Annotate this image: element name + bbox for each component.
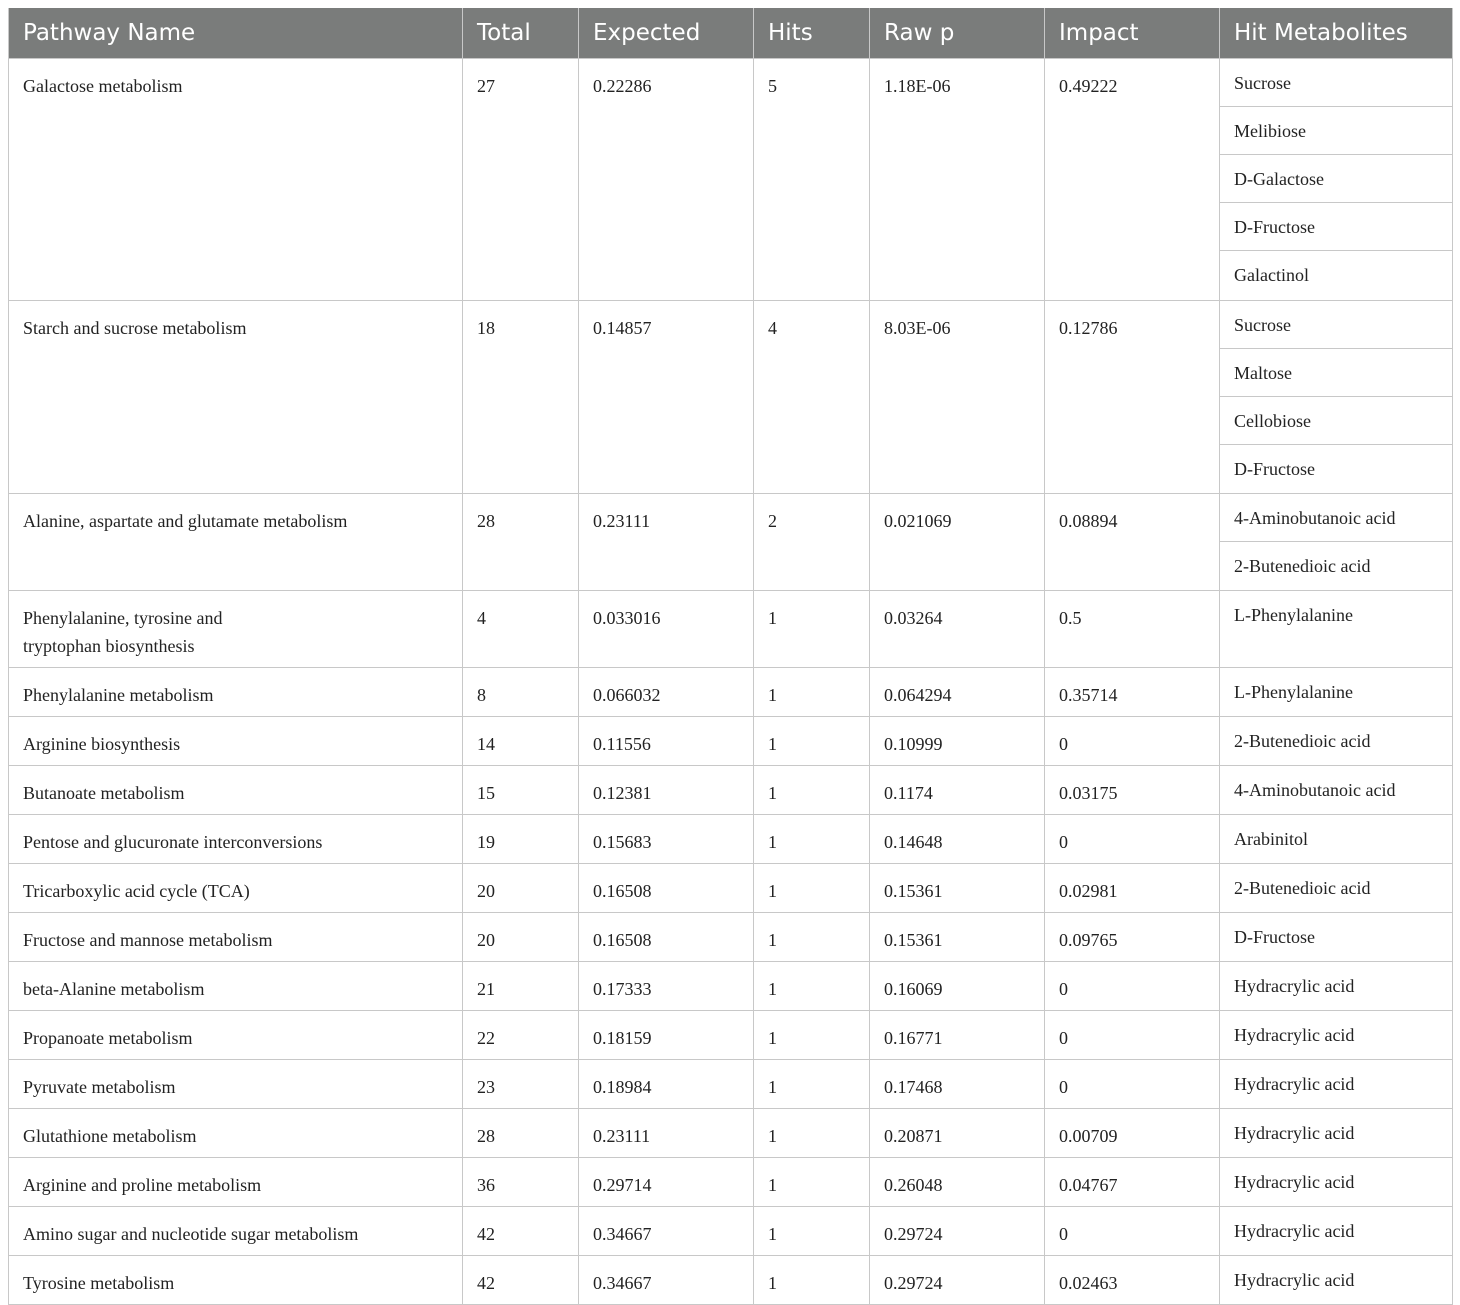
table-row: [9, 591, 1453, 668]
raw-p-cell: 0.03264: [870, 591, 1045, 668]
hit-metabolite: 2-Butenedioic acid: [1234, 731, 1371, 751]
table-row: [9, 59, 1453, 301]
total-cell: 8: [463, 668, 579, 717]
expected-cell: 0.29714: [579, 1158, 754, 1207]
hit-metabolites-cell: [1220, 591, 1453, 668]
total-cell: 4: [463, 591, 579, 668]
hit-metabolite: Melibiose: [1220, 107, 1452, 155]
pathway-table: [8, 8, 1453, 1305]
raw-p-cell: 0.021069: [870, 494, 1045, 591]
hits-cell: 1: [754, 962, 870, 1011]
raw-p-cell: 1.18E-06: [870, 59, 1045, 301]
pathway-name-cell: Pyruvate metabolism: [9, 1060, 463, 1109]
total-cell: 28: [463, 494, 579, 591]
table-row: [9, 1207, 1453, 1256]
hits-cell: 1: [754, 913, 870, 962]
raw-p-cell: 0.26048: [870, 1158, 1045, 1207]
column-header-hit-metabolites: Hit Metabolites: [1220, 8, 1453, 59]
hit-metabolite: Hydracrylic acid: [1234, 1270, 1355, 1290]
table-row: [9, 1256, 1453, 1305]
hits-cell: 2: [754, 494, 870, 591]
hits-cell: 4: [754, 301, 870, 494]
hit-metabolites-cell: [1220, 766, 1453, 815]
hit-metabolite: Cellobiose: [1220, 397, 1452, 445]
impact-cell: 0: [1045, 1060, 1220, 1109]
impact-cell: 0.03175: [1045, 766, 1220, 815]
total-cell: 23: [463, 1060, 579, 1109]
hit-metabolite: L-Phenylalanine: [1234, 605, 1353, 625]
impact-cell: 0.00709: [1045, 1109, 1220, 1158]
raw-p-cell: 0.16069: [870, 962, 1045, 1011]
expected-cell: 0.34667: [579, 1207, 754, 1256]
impact-cell: 0: [1045, 1011, 1220, 1060]
impact-cell: 0.04767: [1045, 1158, 1220, 1207]
hits-cell: 1: [754, 766, 870, 815]
pathway-name-cell: Arginine biosynthesis: [9, 717, 463, 766]
hits-cell: 1: [754, 1207, 870, 1256]
table-row: [9, 913, 1453, 962]
expected-cell: 0.16508: [579, 913, 754, 962]
expected-cell: 0.11556: [579, 717, 754, 766]
expected-cell: 0.22286: [579, 59, 754, 301]
total-cell: 21: [463, 962, 579, 1011]
hit-metabolite: 2-Butenedioic acid: [1234, 878, 1371, 898]
expected-cell: 0.18159: [579, 1011, 754, 1060]
table-row: [9, 494, 1453, 591]
column-header-hits: Hits: [754, 8, 870, 59]
total-cell: 42: [463, 1207, 579, 1256]
hit-metabolites-cell: [1220, 962, 1453, 1011]
expected-cell: 0.16508: [579, 864, 754, 913]
raw-p-cell: 0.10999: [870, 717, 1045, 766]
expected-cell: 0.23111: [579, 1109, 754, 1158]
impact-cell: 0.12786: [1045, 301, 1220, 494]
hits-cell: 1: [754, 1158, 870, 1207]
hit-metabolite: D-Fructose: [1234, 927, 1315, 947]
pathway-name-cell: Tricarboxylic acid cycle (TCA): [9, 864, 463, 913]
column-header-total: Total: [463, 8, 579, 59]
hit-metabolites-cell: [1220, 301, 1453, 494]
raw-p-cell: 0.064294: [870, 668, 1045, 717]
hit-metabolite: 4-Aminobutanoic acid: [1220, 494, 1452, 542]
table-row: [9, 301, 1453, 494]
column-header-impact: Impact: [1045, 8, 1220, 59]
raw-p-cell: 0.15361: [870, 864, 1045, 913]
hit-metabolite: Galactinol: [1234, 265, 1309, 285]
pathway-name-cell: Starch and sucrose metabolism: [9, 301, 463, 494]
table-row: [9, 766, 1453, 815]
pathway-name-cell: Galactose metabolism: [9, 59, 463, 301]
hits-cell: 5: [754, 59, 870, 301]
hit-metabolite: Hydracrylic acid: [1234, 1221, 1355, 1241]
total-cell: 20: [463, 864, 579, 913]
raw-p-cell: 0.1174: [870, 766, 1045, 815]
hit-metabolite: Hydracrylic acid: [1234, 1123, 1355, 1143]
total-cell: 28: [463, 1109, 579, 1158]
impact-cell: 0.35714: [1045, 668, 1220, 717]
hit-metabolite: Hydracrylic acid: [1234, 1172, 1355, 1192]
impact-cell: 0.02981: [1045, 864, 1220, 913]
pathway-name-cell: Tyrosine metabolism: [9, 1256, 463, 1305]
table-row: [9, 815, 1453, 864]
hit-metabolites-cell: [1220, 864, 1453, 913]
hits-cell: 1: [754, 668, 870, 717]
pathway-name-cell: Arginine and proline metabolism: [9, 1158, 463, 1207]
table-body: [9, 59, 1453, 1305]
hits-cell: 1: [754, 864, 870, 913]
hits-cell: 1: [754, 591, 870, 668]
hits-cell: 1: [754, 1109, 870, 1158]
pathway-name-cell: Phenylalanine metabolism: [9, 668, 463, 717]
impact-cell: 0: [1045, 1207, 1220, 1256]
hit-metabolites-cell: [1220, 59, 1453, 301]
impact-cell: 0.02463: [1045, 1256, 1220, 1305]
hits-cell: 1: [754, 717, 870, 766]
table-row: [9, 1158, 1453, 1207]
expected-cell: 0.14857: [579, 301, 754, 494]
hit-metabolites-cell: [1220, 1207, 1453, 1256]
hit-metabolites-cell: [1220, 1060, 1453, 1109]
impact-cell: 0: [1045, 717, 1220, 766]
hit-metabolite: Hydracrylic acid: [1234, 1074, 1355, 1094]
hits-cell: 1: [754, 815, 870, 864]
hit-metabolite: D-Fructose: [1220, 203, 1452, 251]
total-cell: 42: [463, 1256, 579, 1305]
table-row: [9, 1011, 1453, 1060]
table-row: [9, 717, 1453, 766]
hit-metabolites-cell: [1220, 815, 1453, 864]
table-row: [9, 1109, 1453, 1158]
pathway-name-cell: Phenylalanine, tyrosine and tryptophan biosynthesis: [9, 591, 463, 668]
raw-p-cell: 0.29724: [870, 1207, 1045, 1256]
impact-cell: 0.09765: [1045, 913, 1220, 962]
impact-cell: 0.08894: [1045, 494, 1220, 591]
raw-p-cell: 0.20871: [870, 1109, 1045, 1158]
pathway-name-cell: Glutathione metabolism: [9, 1109, 463, 1158]
table-row: [9, 668, 1453, 717]
hit-metabolite: Hydracrylic acid: [1234, 1025, 1355, 1045]
pathway-name-cell: Butanoate metabolism: [9, 766, 463, 815]
total-cell: 14: [463, 717, 579, 766]
raw-p-cell: 0.15361: [870, 913, 1045, 962]
hits-cell: 1: [754, 1011, 870, 1060]
hit-metabolite: Sucrose: [1220, 59, 1452, 107]
hit-metabolite: D-Fructose: [1234, 459, 1315, 479]
hit-metabolites-cell: [1220, 913, 1453, 962]
raw-p-cell: 0.29724: [870, 1256, 1045, 1305]
raw-p-cell: 8.03E-06: [870, 301, 1045, 494]
impact-cell: 0.5: [1045, 591, 1220, 668]
hit-metabolite: L-Phenylalanine: [1234, 682, 1353, 702]
raw-p-cell: 0.16771: [870, 1011, 1045, 1060]
hits-cell: 1: [754, 1256, 870, 1305]
hit-metabolite: Arabinitol: [1234, 829, 1308, 849]
impact-cell: 0: [1045, 815, 1220, 864]
table-row: [9, 1060, 1453, 1109]
hit-metabolites-cell: [1220, 717, 1453, 766]
column-header-expected: Expected: [579, 8, 754, 59]
hit-metabolites-cell: [1220, 494, 1453, 591]
hit-metabolite: D-Galactose: [1220, 155, 1452, 203]
total-cell: 22: [463, 1011, 579, 1060]
hit-metabolite: Sucrose: [1220, 301, 1452, 349]
expected-cell: 0.17333: [579, 962, 754, 1011]
hits-cell: 1: [754, 1060, 870, 1109]
pathway-name-cell: Pentose and glucuronate interconversions: [9, 815, 463, 864]
hit-metabolites-cell: [1220, 1109, 1453, 1158]
raw-p-cell: 0.14648: [870, 815, 1045, 864]
pathway-name-cell: beta-Alanine metabolism: [9, 962, 463, 1011]
hit-metabolite: 2-Butenedioic acid: [1234, 556, 1371, 576]
column-header-pathway-name: Pathway Name: [9, 8, 463, 59]
pathway-name-cell: Amino sugar and nucleotide sugar metabolism: [9, 1207, 463, 1256]
expected-cell: 0.23111: [579, 494, 754, 591]
total-cell: 18: [463, 301, 579, 494]
column-header-raw-p: Raw p: [870, 8, 1045, 59]
hit-metabolite: Hydracrylic acid: [1234, 976, 1355, 996]
table-row: [9, 864, 1453, 913]
expected-cell: 0.18984: [579, 1060, 754, 1109]
hit-metabolites-cell: [1220, 1158, 1453, 1207]
hit-metabolites-cell: [1220, 1256, 1453, 1305]
raw-p-cell: 0.17468: [870, 1060, 1045, 1109]
header-row: [9, 8, 1453, 59]
total-cell: 27: [463, 59, 579, 301]
hit-metabolite: 4-Aminobutanoic acid: [1234, 780, 1396, 800]
pathway-name-cell: Fructose and mannose metabolism: [9, 913, 463, 962]
expected-cell: 0.34667: [579, 1256, 754, 1305]
expected-cell: 0.066032: [579, 668, 754, 717]
table-header: [9, 8, 1453, 59]
expected-cell: 0.12381: [579, 766, 754, 815]
total-cell: 20: [463, 913, 579, 962]
impact-cell: 0: [1045, 962, 1220, 1011]
expected-cell: 0.15683: [579, 815, 754, 864]
total-cell: 36: [463, 1158, 579, 1207]
total-cell: 15: [463, 766, 579, 815]
hit-metabolites-cell: [1220, 668, 1453, 717]
pathway-table-container: [8, 8, 1452, 1305]
impact-cell: 0.49222: [1045, 59, 1220, 301]
table-row: [9, 962, 1453, 1011]
expected-cell: 0.033016: [579, 591, 754, 668]
total-cell: 19: [463, 815, 579, 864]
pathway-name-cell: Alanine, aspartate and glutamate metabolism: [9, 494, 463, 591]
pathway-name-cell: Propanoate metabolism: [9, 1011, 463, 1060]
hit-metabolites-cell: [1220, 1011, 1453, 1060]
hit-metabolite: Maltose: [1220, 349, 1452, 397]
